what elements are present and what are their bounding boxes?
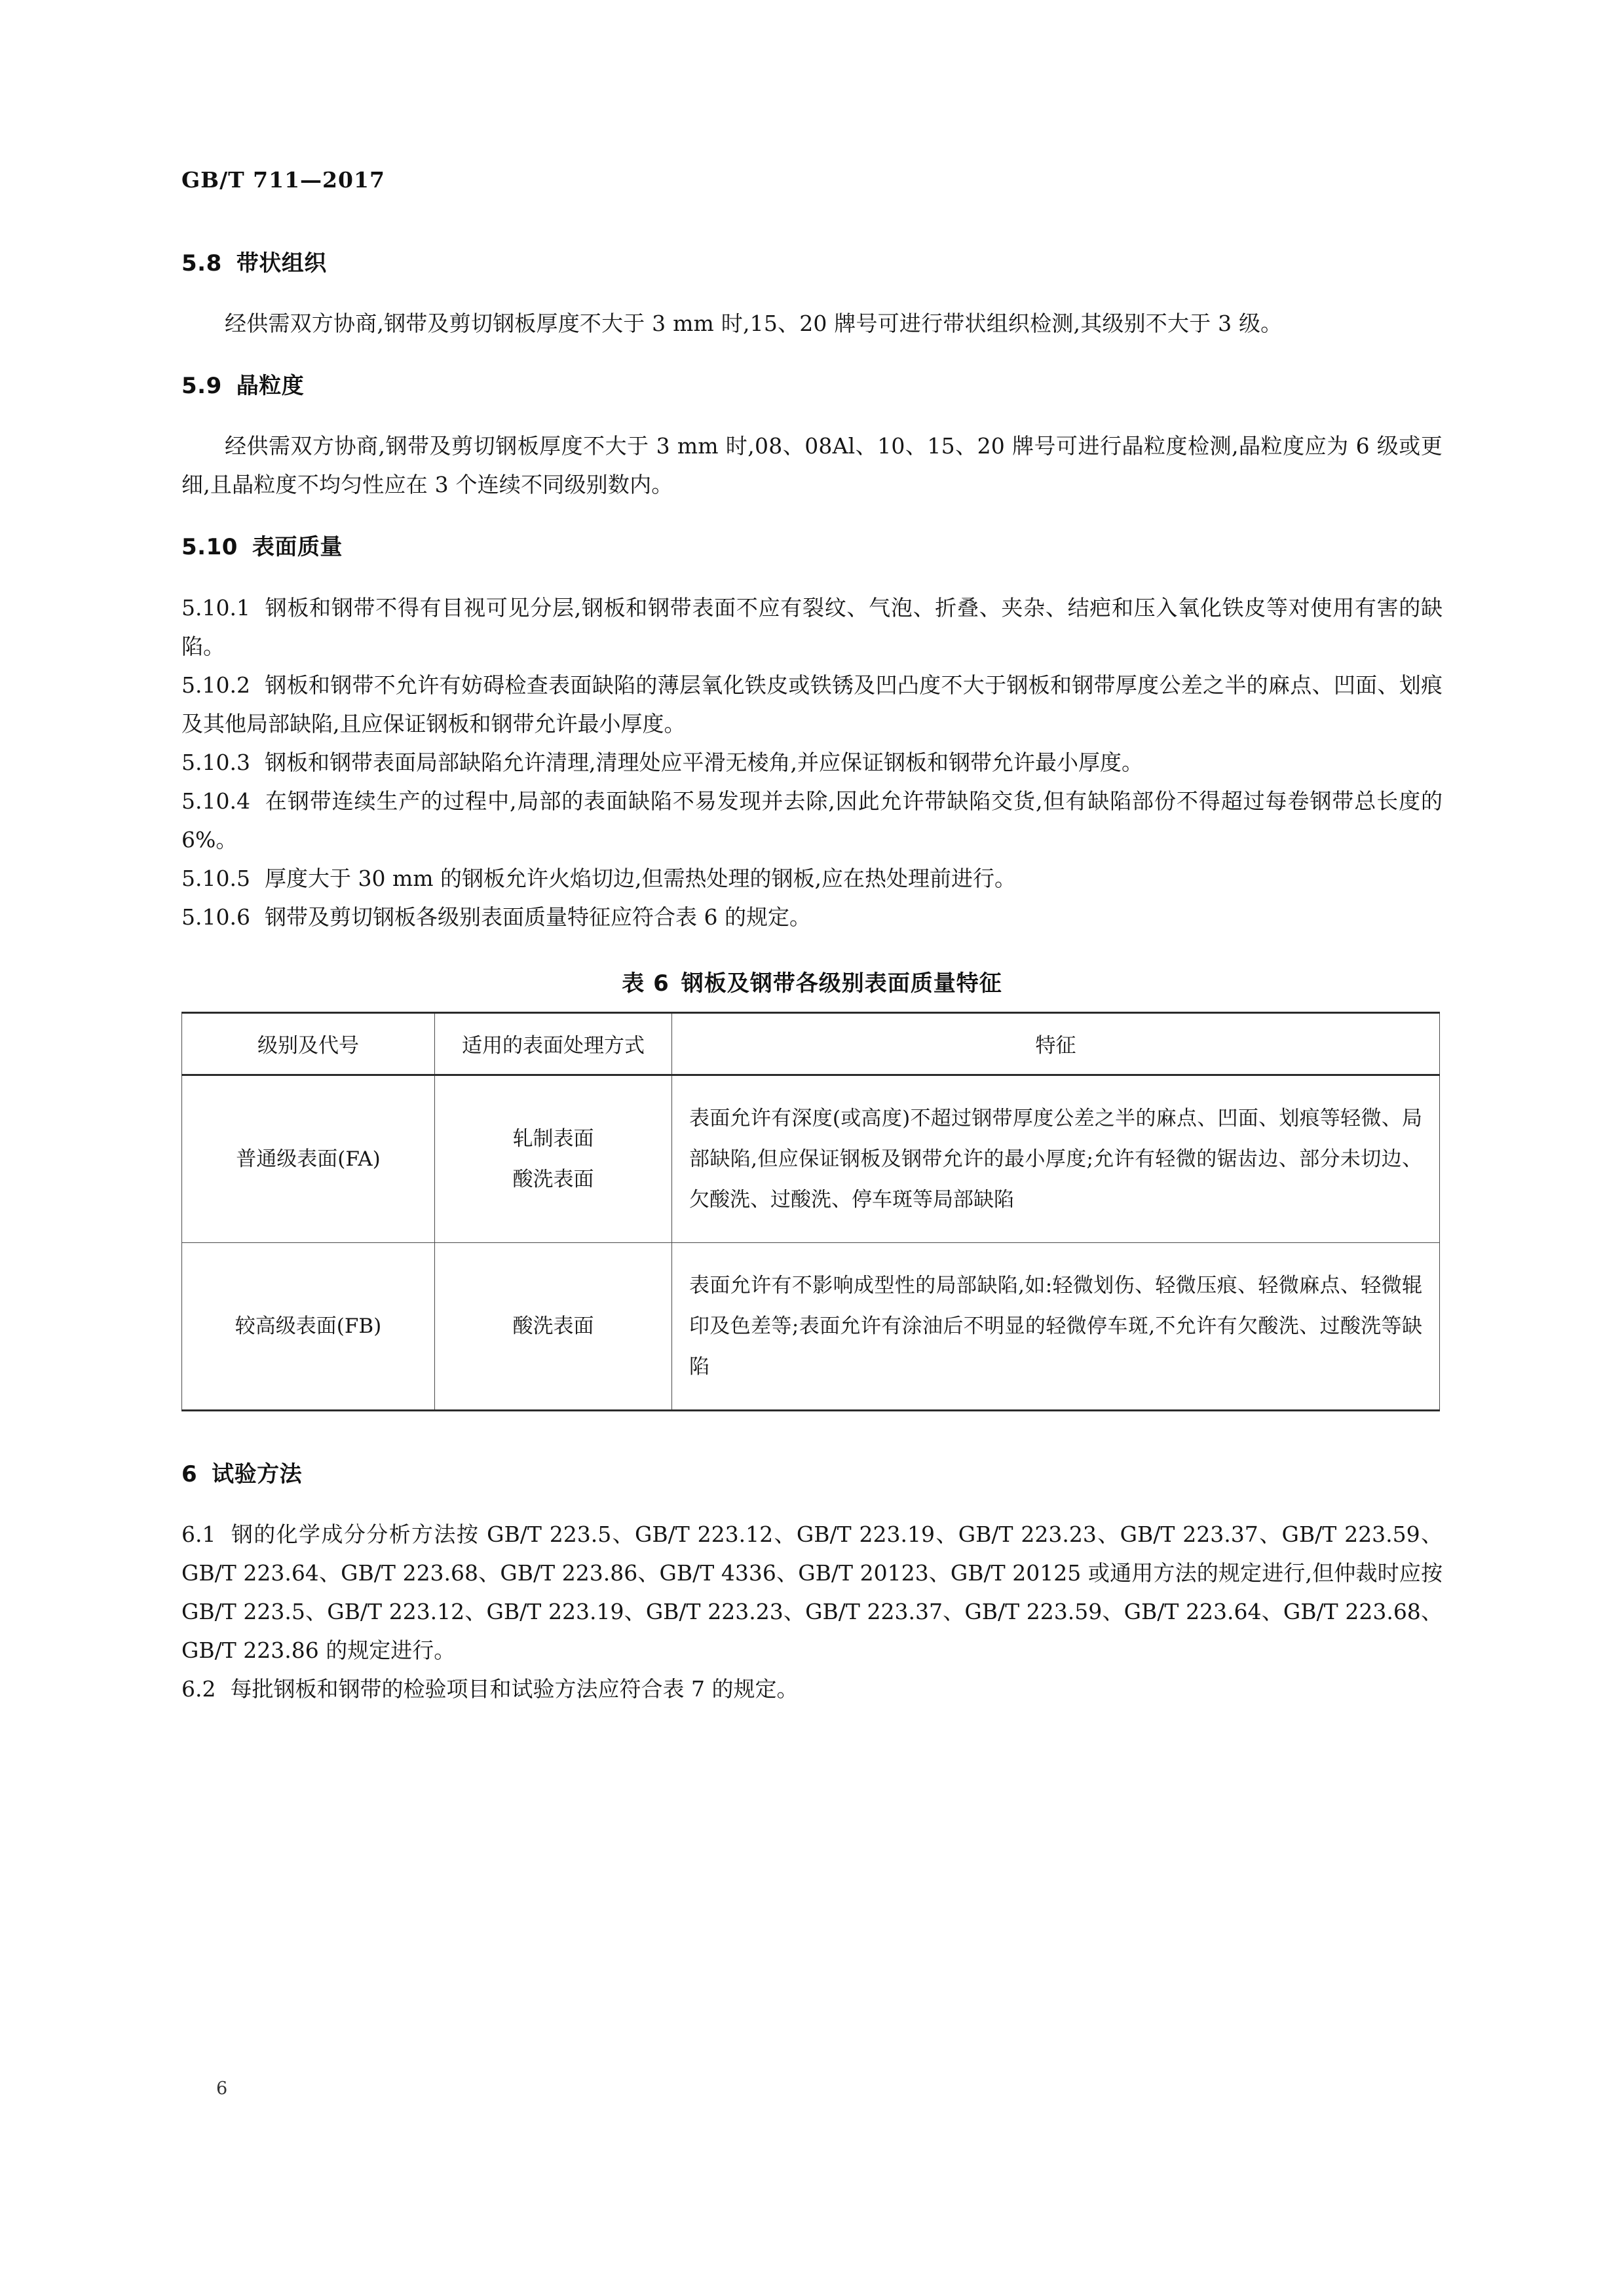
paragraph-label-6-1: 6.1 [181, 1521, 216, 1547]
paragraph-label-6-2: 6.2 [181, 1675, 216, 1702]
paragraph-body-5-10-1: 钢板和钢带不得有目视可见分层,钢板和钢带表面不应有裂纹、气泡、折叠、夹杂、结疤和压入氧化铁皮等对使用有害的缺陷。 [181, 594, 1443, 659]
paragraph-body-5-10-3: 钢板和钢带表面局部缺陷允许清理,清理处应平滑无棱角,并应保证钢板和钢带允许最小厚度。 [264, 749, 1143, 775]
paragraph-body-5-10-6: 钢带及剪切钢板各级别表面质量特征应符合表 6 的规定。 [264, 904, 811, 930]
paragraph-5-10-2 [181, 666, 1443, 743]
table-header-row [182, 1012, 1440, 1075]
page-content [181, 249, 1443, 1708]
clause-heading-6 [181, 1460, 1443, 1489]
paragraph-6-2 [181, 1670, 1443, 1708]
clause-number-6: 6 [181, 1461, 198, 1487]
cell-grade-fa: 普通级表面(FA) [182, 1075, 435, 1242]
table-header-grade: 级别及代号 [182, 1012, 435, 1075]
paragraph-body-5-10-5: 厚度大于 30 mm 的钢板允许火焰切边,但需热处理的钢板,应在热处理前进行。 [264, 865, 1016, 891]
running-header-standard-number: GB/T 711—2017 [181, 167, 385, 193]
clause-number-5-8: 5.8 [181, 250, 222, 277]
table-6 [181, 1012, 1440, 1411]
table-header-treatment: 适用的表面处理方式 [435, 1012, 672, 1075]
cell-treatment-fa-line1: 轧制表面 [512, 1126, 594, 1151]
table-row [182, 1242, 1440, 1410]
clause-title-5-8: 带状组织 [236, 250, 327, 277]
paragraph-body-6-2: 每批钢板和钢带的检验项目和试验方法应符合表 7 的规定。 [230, 1675, 799, 1702]
page-number: 6 [216, 2078, 228, 2099]
clause-heading-5-10 [181, 533, 1443, 562]
clause-title-6: 试验方法 [212, 1461, 303, 1487]
paragraph-body-5-10-2: 钢板和钢带不允许有妨碍检查表面缺陷的薄层氧化铁皮或铁锈及凹凸度不大于钢板和钢带厚度公差之半的麻点、凹面、划痕及其他局部缺陷,且应保证钢板和钢带允许最小厚度。 [181, 672, 1443, 737]
paragraph-5-10-1 [181, 588, 1443, 666]
paragraph-label-5-10-5: 5.10.5 [181, 865, 250, 891]
paragraph-label-5-10-4: 5.10.4 [181, 788, 250, 814]
clause-number-5-9: 5.9 [181, 373, 222, 400]
clause-heading-5-8 [181, 249, 1443, 278]
cell-treatment-fb: 酸洗表面 [435, 1242, 672, 1410]
table-6-title: 钢板及钢带各级别表面质量特征 [681, 970, 1002, 997]
clause-number-5-10: 5.10 [181, 534, 238, 561]
cell-features-fb: 表面允许有不影响成型性的局部缺陷,如:轻微划伤、轻微压痕、轻微麻点、轻微辊印及色差等;表面允许有涂油后不明显的轻微停车斑,不允许有欠酸洗、过酸洗等缺陷 [672, 1242, 1440, 1410]
paragraph-5-10-3 [181, 743, 1443, 782]
paragraph-label-5-10-3: 5.10.3 [181, 749, 250, 775]
paragraph-5-10-6 [181, 898, 1443, 936]
cell-grade-fb: 较高级表面(FB) [182, 1242, 435, 1410]
clause-heading-5-9 [181, 372, 1443, 400]
table-6-caption [181, 965, 1443, 997]
paragraph-5-10-4 [181, 782, 1443, 859]
paragraph-5-9: 经供需双方协商,钢带及剪切钢板厚度不大于 3 mm 时,08、08Al、10、15、20 牌号可进行晶粒度检测,晶粒度应为 6 级或更细,且晶粒度不均匀性应在 3 个连续不同级别数内。 [181, 433, 1443, 498]
paragraph-label-5-10-6: 5.10.6 [181, 904, 250, 930]
paragraph-body-6-1: 钢的化学成分分析方法按 GB/T 223.5、GB/T 223.12、GB/T 223.19、GB/T 223.23、GB/T 223.37、GB/T 223.59、GB/T 223.64、GB/T 223.68、GB/T 223.86、GB/T 4336、GB/T 20123、GB/T 20125 或通用方法的规定进行,但仲裁时应按 GB/T 223.5、GB/T 223.12、GB/T 223.19、GB/T 223.23、GB/T 223.37、GB/T 223.59、GB/T 223.64、GB/T 223.68、GB/T 223.86 的规定进行。 [181, 1521, 1443, 1663]
table-row [182, 1075, 1440, 1242]
paragraph-label-5-10-1: 5.10.1 [181, 594, 250, 621]
clause-title-5-9: 晶粒度 [236, 373, 305, 400]
paragraph-6-1 [181, 1515, 1443, 1670]
clause-title-5-10: 表面质量 [252, 534, 343, 561]
paragraph-label-5-10-2: 5.10.2 [181, 672, 250, 698]
paragraph-5-10-5 [181, 859, 1443, 898]
cell-treatment-fa-line2: 酸洗表面 [512, 1167, 594, 1191]
cell-features-fa: 表面允许有深度(或高度)不超过钢带厚度公差之半的麻点、凹面、划痕等轻微、局部缺陷,但应保证钢板及钢带允许的最小厚度;允许有轻微的锯齿边、部分未切边、欠酸洗、过酸洗、停车斑等局部缺陷 [672, 1075, 1440, 1242]
paragraph-5-8: 经供需双方协商,钢带及剪切钢板厚度不大于 3 mm 时,15、20 牌号可进行带状组织检测,其级别不大于 3 级。 [225, 311, 1283, 337]
table-header-features: 特征 [672, 1012, 1440, 1075]
paragraph-body-5-10-4: 在钢带连续生产的过程中,局部的表面缺陷不易发现并去除,因此允许带缺陷交货,但有缺陷部份不得超过每卷钢带总长度的 6%。 [181, 788, 1443, 852]
cell-treatment-fa [435, 1075, 672, 1242]
table-6-number: 表 6 [622, 970, 670, 997]
